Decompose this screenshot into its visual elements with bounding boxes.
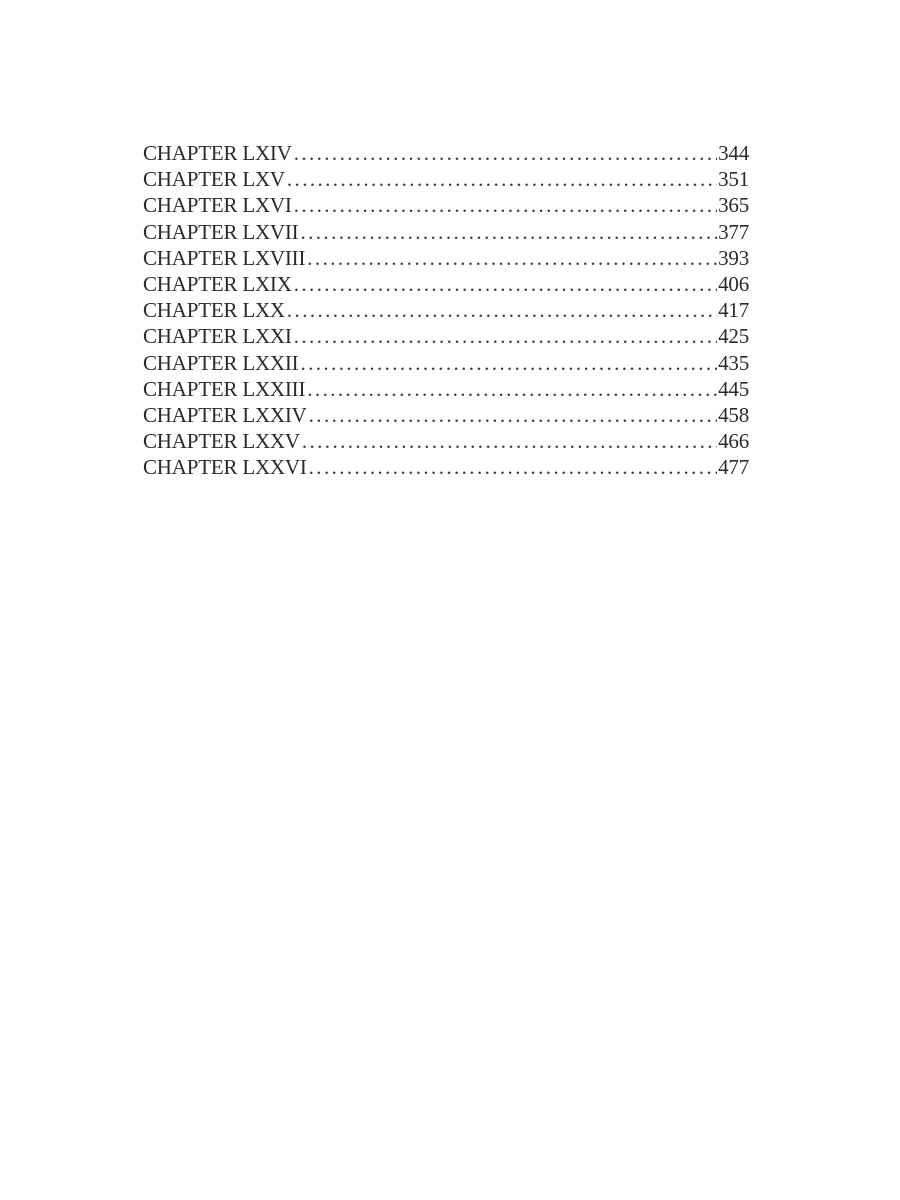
toc-page-number: 393 [718, 245, 749, 270]
toc-entry[interactable] [143, 245, 749, 271]
toc-entry[interactable] [143, 219, 749, 245]
toc-entry[interactable] [143, 297, 749, 323]
toc-page-number: 477 [718, 455, 749, 480]
toc-page-number: 406 [718, 271, 749, 296]
toc-chapter-title: CHAPTER LXXIII [143, 376, 306, 401]
toc-dot-leader [300, 219, 717, 245]
toc-entry[interactable] [143, 271, 749, 297]
toc-page-number: 417 [718, 298, 749, 323]
toc-dot-leader [294, 140, 717, 166]
toc-entry[interactable] [143, 402, 749, 428]
toc-dot-leader [287, 297, 717, 323]
toc-entry[interactable] [143, 166, 749, 192]
toc-page-number: 365 [718, 193, 749, 218]
toc-entry[interactable] [143, 454, 749, 480]
toc-chapter-title: CHAPTER LXIV [143, 141, 292, 165]
toc-chapter-title: CHAPTER LXXV [143, 429, 300, 454]
toc-page-number: 445 [718, 376, 749, 401]
toc-chapter-title: CHAPTER LXXII [143, 350, 299, 375]
toc-entry[interactable] [143, 376, 749, 402]
toc-chapter-title: CHAPTER LXV [143, 167, 285, 192]
toc-chapter-title: CHAPTER LXVI [143, 193, 292, 218]
toc-chapter-title: CHAPTER LXXIV [143, 402, 307, 427]
toc-entry[interactable] [143, 350, 749, 376]
toc-entry[interactable] [143, 140, 749, 166]
toc-chapter-title: CHAPTER LXVII [143, 219, 299, 244]
toc-dot-leader [307, 245, 717, 271]
toc-entry[interactable] [143, 192, 749, 218]
toc-page-number: 377 [718, 219, 749, 244]
toc-page-number: 458 [718, 402, 749, 427]
toc-dot-leader [302, 428, 717, 454]
toc-dot-leader [287, 166, 717, 192]
toc-dot-leader [294, 323, 717, 349]
toc-dot-leader [309, 402, 717, 428]
toc-page-number: 435 [718, 350, 749, 375]
toc-dot-leader [307, 376, 717, 402]
toc-entry[interactable] [143, 323, 749, 349]
toc-chapter-title: CHAPTER LXIX [143, 271, 292, 296]
toc-page-number: 351 [718, 167, 749, 192]
toc-entry[interactable] [143, 428, 749, 454]
toc-page-number: 466 [718, 429, 749, 454]
table-of-contents [143, 140, 749, 480]
toc-page-number: 344 [718, 141, 749, 165]
toc-dot-leader [294, 271, 717, 297]
toc-chapter-title: CHAPTER LXX [143, 298, 285, 323]
toc-dot-leader [300, 350, 717, 376]
toc-chapter-title: CHAPTER LXVIII [143, 245, 306, 270]
toc-dot-leader [294, 192, 717, 218]
toc-chapter-title: CHAPTER LXXVI [143, 455, 307, 480]
toc-page-number: 425 [718, 324, 749, 349]
toc-chapter-title: CHAPTER LXXI [143, 324, 292, 349]
toc-dot-leader [309, 454, 717, 480]
